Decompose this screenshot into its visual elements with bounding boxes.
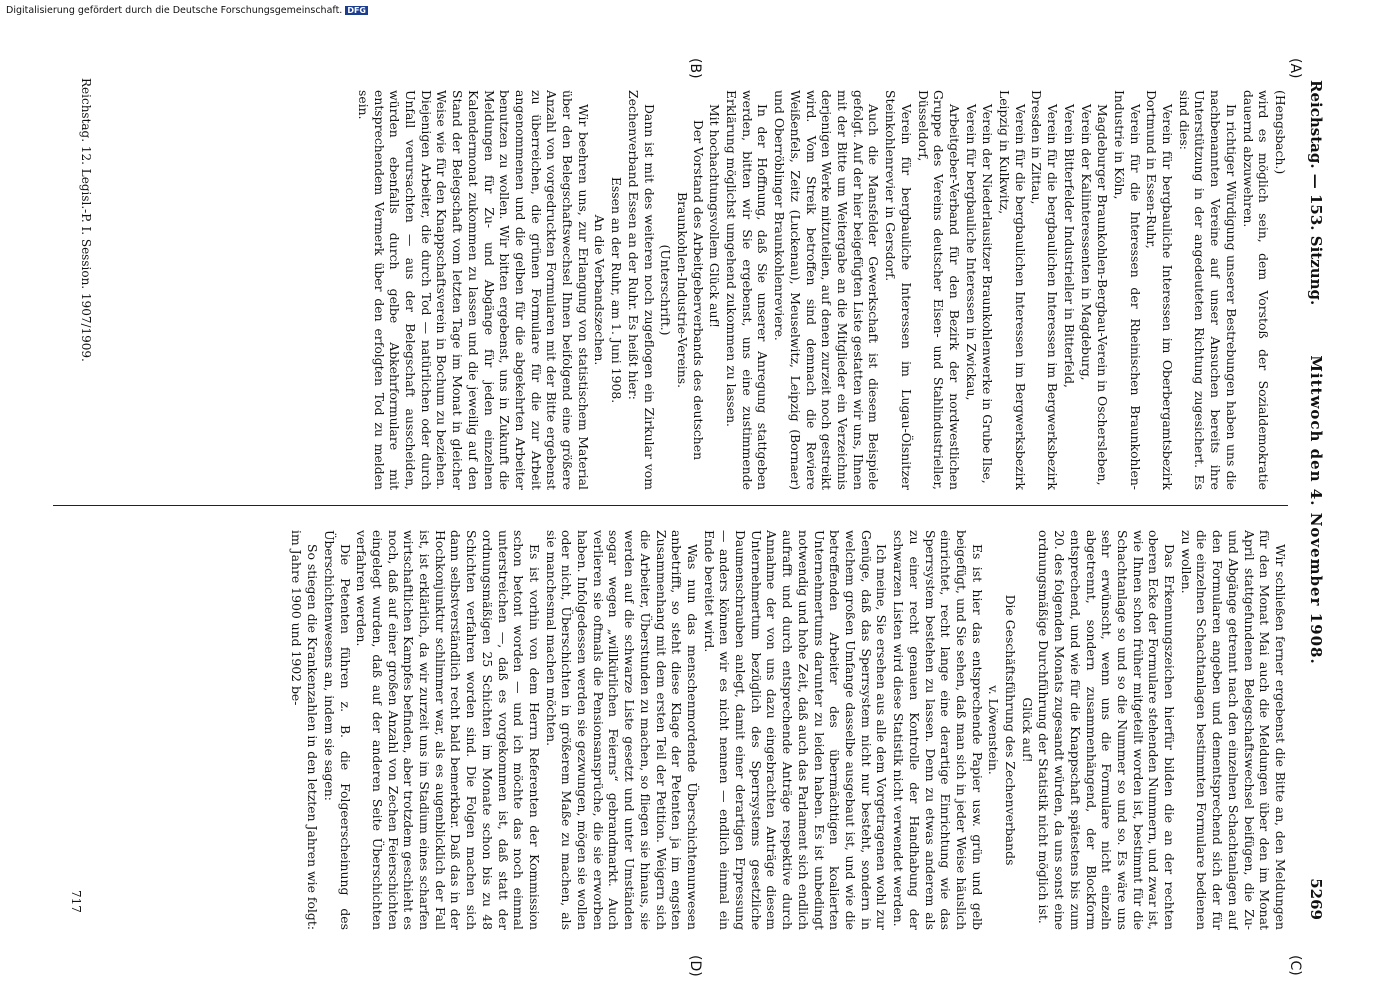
paragraph: Wir schließen ferner ergebenst die Bitte an, den Meldungen für den Monat Mai auch die Meldungen über den im Monat April stattgefundenen Belegschaftswechsel beifügen, die Zu- und Abgänge getrennt nach den einzelnen Schachtanlagen auf den Formularen angeben und dementsprechend sich der für die einzelnen Schachtanlagen bestimmten Formulare bedienen zu wollen. bbox=[1178, 530, 1288, 930]
paragraph: Verein Bitterfelder Industrieller in Bitterfeld, bbox=[1061, 104, 1077, 388]
header-date: Mittwoch den 4. November 1908. bbox=[1307, 355, 1325, 665]
paragraph: Verein der Niederlausitzer Braunkohlenwerke in Grube Ilse, bbox=[980, 104, 996, 484]
paragraph: Verein für die Interessen der Rheinischen Braunkohlen-Industrie in Köln, bbox=[1111, 90, 1143, 490]
paragraph: Verein für bergbauliche Interessen in Zwickau, bbox=[963, 104, 979, 401]
left-text-column bbox=[53, 90, 1288, 490]
paragraph: Glück auf! bbox=[1019, 697, 1035, 763]
paragraph: Der Vorstand des Arbeitgeberverbands des deutschen Braunkohlen-Industrie-Vereins. bbox=[674, 119, 706, 461]
paragraph: Es ist vorhin von dem Herrn Referenten der Kommission schon betont worden — und ich möchte das noch einmal unterstreichen —, daß es vorgekommen ist, daß statt der ordnungsmäßigen 25 Schichten im Monate schon bis zu 48 Schichten verfahren worden sind. Die Folgen machen sich dann selbstverständlich recht bald bemerkbar. Daß das in der Hochkonjunktur schlimmer war, als es augenblicklich der Fall ist, ist erklärlich, da wir zurzeit uns im Stadium eines scharfen wirtschaftlichen Kampfes befinden, aber trotzdem geschieht es noch, daß auf einer großen Anzahl von Zechen Feierschichten eingelegt wurden, daß auf der anderen Seite Überschichten verfahren werden. bbox=[354, 530, 542, 930]
paragraph: Ich meine, Sie ersehen aus alle dem Vorgetragenen wohl zur Genüge, daß das Sperrsystem nicht nur besteht, sondern in welchem großen Umfange dasselbe ausgebaut ist, und wie die betreffenden Arbeiter des übermächtigen koalierten Unternehmertums darunter zu leiden haben. Es ist unbedingt notwendig und hohe Zeit, daß auch das Parlament sich endlich aufrafft und durch entsprechende Anträge respektive durch Annahme der von uns dazu eingebrachten Anträge diesem Unternehmertum bezüglich des Sperrsystems gesetzliche Daumenschrauben anlegt, damit einer derartigen Erpressung — anders können wir es nicht nennen — endlich einmal ein Ende bereitet wird. bbox=[701, 530, 890, 930]
paragraph: Arbeitgeber-Verband für den Bezirk der nordwestlichen Gruppe des Vereins deutscher Eisen- und Stahlindustrieller, Düsseldorf, bbox=[915, 90, 962, 490]
header-left: Reichstag. — 153. Sitzung. bbox=[1307, 80, 1325, 306]
margin-marker-b: (B) bbox=[687, 58, 703, 79]
paragraph: (Hengsbach.) bbox=[1273, 90, 1288, 175]
page-number: 5269 bbox=[1307, 878, 1325, 920]
paragraph: (Unterschrift.) bbox=[658, 244, 674, 336]
paragraph: In der Hoffnung, daß Sie unserer Anregung stattgeben werden, bitten wir Sie ergebenst, uns eine zustimmende Erklärung möglichst umgehend zukommen zu lassen. bbox=[724, 90, 771, 490]
paragraph: wird es möglich sein, dem Vorstoß der Sozialdemokratie dauernd abzuwehren. bbox=[1240, 90, 1272, 490]
footer-sheet-number: 717 bbox=[69, 890, 83, 913]
paragraph: Wir beehren uns, zur Erlangung von statistischem Material über den Belegschaftswechsel Ihnen beifolgend eine größere Anzahl von vorgedruckten Formularen mit der Bitte ergebenst zu überreichen, die grünen Formulare für die zur Arbeit angenommenen und die gelben für die abgekehrten Arbeiter benutzen zu wollen. Wir bitten ergebenst, uns in Zukunft die Meldungen für Zu- und Abgänge für jeden einzelnen Kalendermonat zukommen zu lassen und die jeweilig auf den Stand der Belegschaft vom letzten Tage im Monat in gleicher Weise wie für den Knappschaftsverein in Bochum zu beziehen. Diejenigen Arbeiter, die durch Tod — natürlichen oder durch Unfall verursachten — aus der Belegschaft ausscheiden, würden ebenfalls durch gelbe Abkehrformulare mit entsprechendem Vermerk über den erfolgten Tod zu melden sein. bbox=[355, 90, 591, 490]
right-text-column bbox=[53, 530, 1288, 930]
paragraph: So stiegen die Krankenzahlen in den letzten Jahren wie folgt: im Jahre 1900 und 1902 be- bbox=[289, 530, 321, 930]
credit-text: Digitalisierung gefördert durch die Deutsche Forschungsgemeinschaft. bbox=[6, 5, 343, 16]
paragraph: v. Löwenstein. bbox=[986, 685, 1002, 775]
paragraph: Essen an der Ruhr, am 1. Juni 1908. bbox=[609, 176, 625, 404]
paragraph: Mit hochachtungsvollem Glück auf! bbox=[707, 104, 723, 329]
paragraph: Was nun das menschenmordende Überschichtenunwesen anbetrifft, so steht diese Klage der Petenten ja im engsten Zusammenhang mit dem ersten Teil der Petition. Weigern sich die Arbeiter, Überstunden zu machen, so fliegen sie hinaus, sie werden auf die schwarze Liste gesetzt und unter Umständen sogar wegen „willkürlichen Feierns“ gebrandmarkt. Auch verlieren sie oftmals die Pensionsansprüche, die sie erworben haben. Infolgedessen werden sie gezwungen, mögen sie wollen oder nicht, Überschichten in größerem Maße zu machen, als sie manchesmal machen möchten. bbox=[543, 530, 700, 930]
paragraph: Verein für die bergbaulichen Interessen im Bergwerksbezirk Dresden in Zittau, bbox=[1029, 90, 1061, 490]
paragraph: An die Verbandszechen. bbox=[592, 214, 608, 366]
margin-marker-a: (A) bbox=[1287, 58, 1303, 79]
digitization-credit bbox=[6, 5, 368, 16]
paragraph: In richtiger Würdigung unserer Bestrebungen haben uns die nachbenannten Vereine auf unser Ansuchen bereits ihre Unterstützung in der angedeuteten Richtung zugesichert. Es sind dies: bbox=[1176, 90, 1239, 490]
margin-marker-c: (C) bbox=[1287, 955, 1303, 976]
paragraph: Die Petenten führen z. B. die Folgeerscheinung des Überschichtenwesens an, indem sie sagen: bbox=[321, 530, 353, 930]
column-divider bbox=[53, 505, 1288, 506]
paragraph: Verein der Kaliinteressenten in Magdeburg, bbox=[1078, 104, 1094, 381]
paragraph: Auch die Mansfelder Gewerkschaft ist diesem Beispiele gefolgt. Auf der hier beigefügten Liste gestatten wir uns, Ihnen mit der Bitte um Weitergabe an die Mitglieder ein Verzeichnis derjenigen Werke mitzuteilen, auf denen zurzeit noch gestreikt wird. Vom Streik betroffen sind demnach die Reviere Weißenfels, Zeitz (Luckenau), Meuselwitz, Leipzig (Bornaer) und Oberröblinger Braunkohlenreviere. bbox=[772, 90, 882, 490]
paragraph: Verein für bergbauliche Interessen im Lugau-Ölsnitzer Steinkohlenrevier in Gersdorf. bbox=[883, 90, 914, 490]
footer-session-info: Reichstag. 12. Legisl.-P. I. Session. 1907/1909. bbox=[79, 78, 93, 362]
paragraph: Dann ist mit des weiteren noch zugeflogen ein Zirkular vom Zechenverband Essen an der Ruhr. Es heißt hier: bbox=[625, 90, 657, 490]
paragraph: Magdeburger Braunkohlen-Bergbau-Verein in Oschersleben, bbox=[1095, 104, 1111, 486]
paragraph: Verein für bergbauliche Interessen im Oberbergamtsbezirk Dortmund in Essen-Ruhr, bbox=[1144, 90, 1176, 490]
paragraph: Verein für die bergbaulichen Interessen im Bergwerksbezirk Leipzig in Kulkwitz, bbox=[997, 90, 1028, 490]
paragraph: Die Geschäftsführung des Zechenverbands bbox=[1003, 594, 1019, 866]
margin-marker-d: (D) bbox=[687, 955, 703, 977]
paragraph: Es ist hier das entsprechende Papier usw. grün und gelb beigefügt, und Sie sehen, daß man sich in jeder Weise häuslich einrichtet, recht lange eine derartige Einrichtung wie das Sperrsystem bestehen zu lassen. Denn zu etwas anderem als zu einer recht genauen Kontrolle der Handhabung der schwarzen Listen wird diese Statistik nicht verwendet werden. bbox=[891, 530, 985, 930]
dfg-logo: DFG bbox=[347, 6, 366, 15]
paragraph: Das Erkennungszeichen hierfür bilden die an der rechten oberen Ecke der Formulare stehenden Nummern, und zwar ist, wie Ihnen schon früher mitgeteilt worden ist, bestimmt für die Schachtanlage so und so die Nummer so und so. Es wäre uns sehr erwünscht, wenn uns die Formulare nicht einzeln abgetrennt, sondern zusammenhängend, der Blockform entsprechend, und wie für die Knappschaft spätestens bis zum 20. des folgenden Monats zugesandt würden, da uns sonst eine ordnungsmäßige Durchführung der Statistik nicht möglich ist. bbox=[1036, 530, 1178, 930]
